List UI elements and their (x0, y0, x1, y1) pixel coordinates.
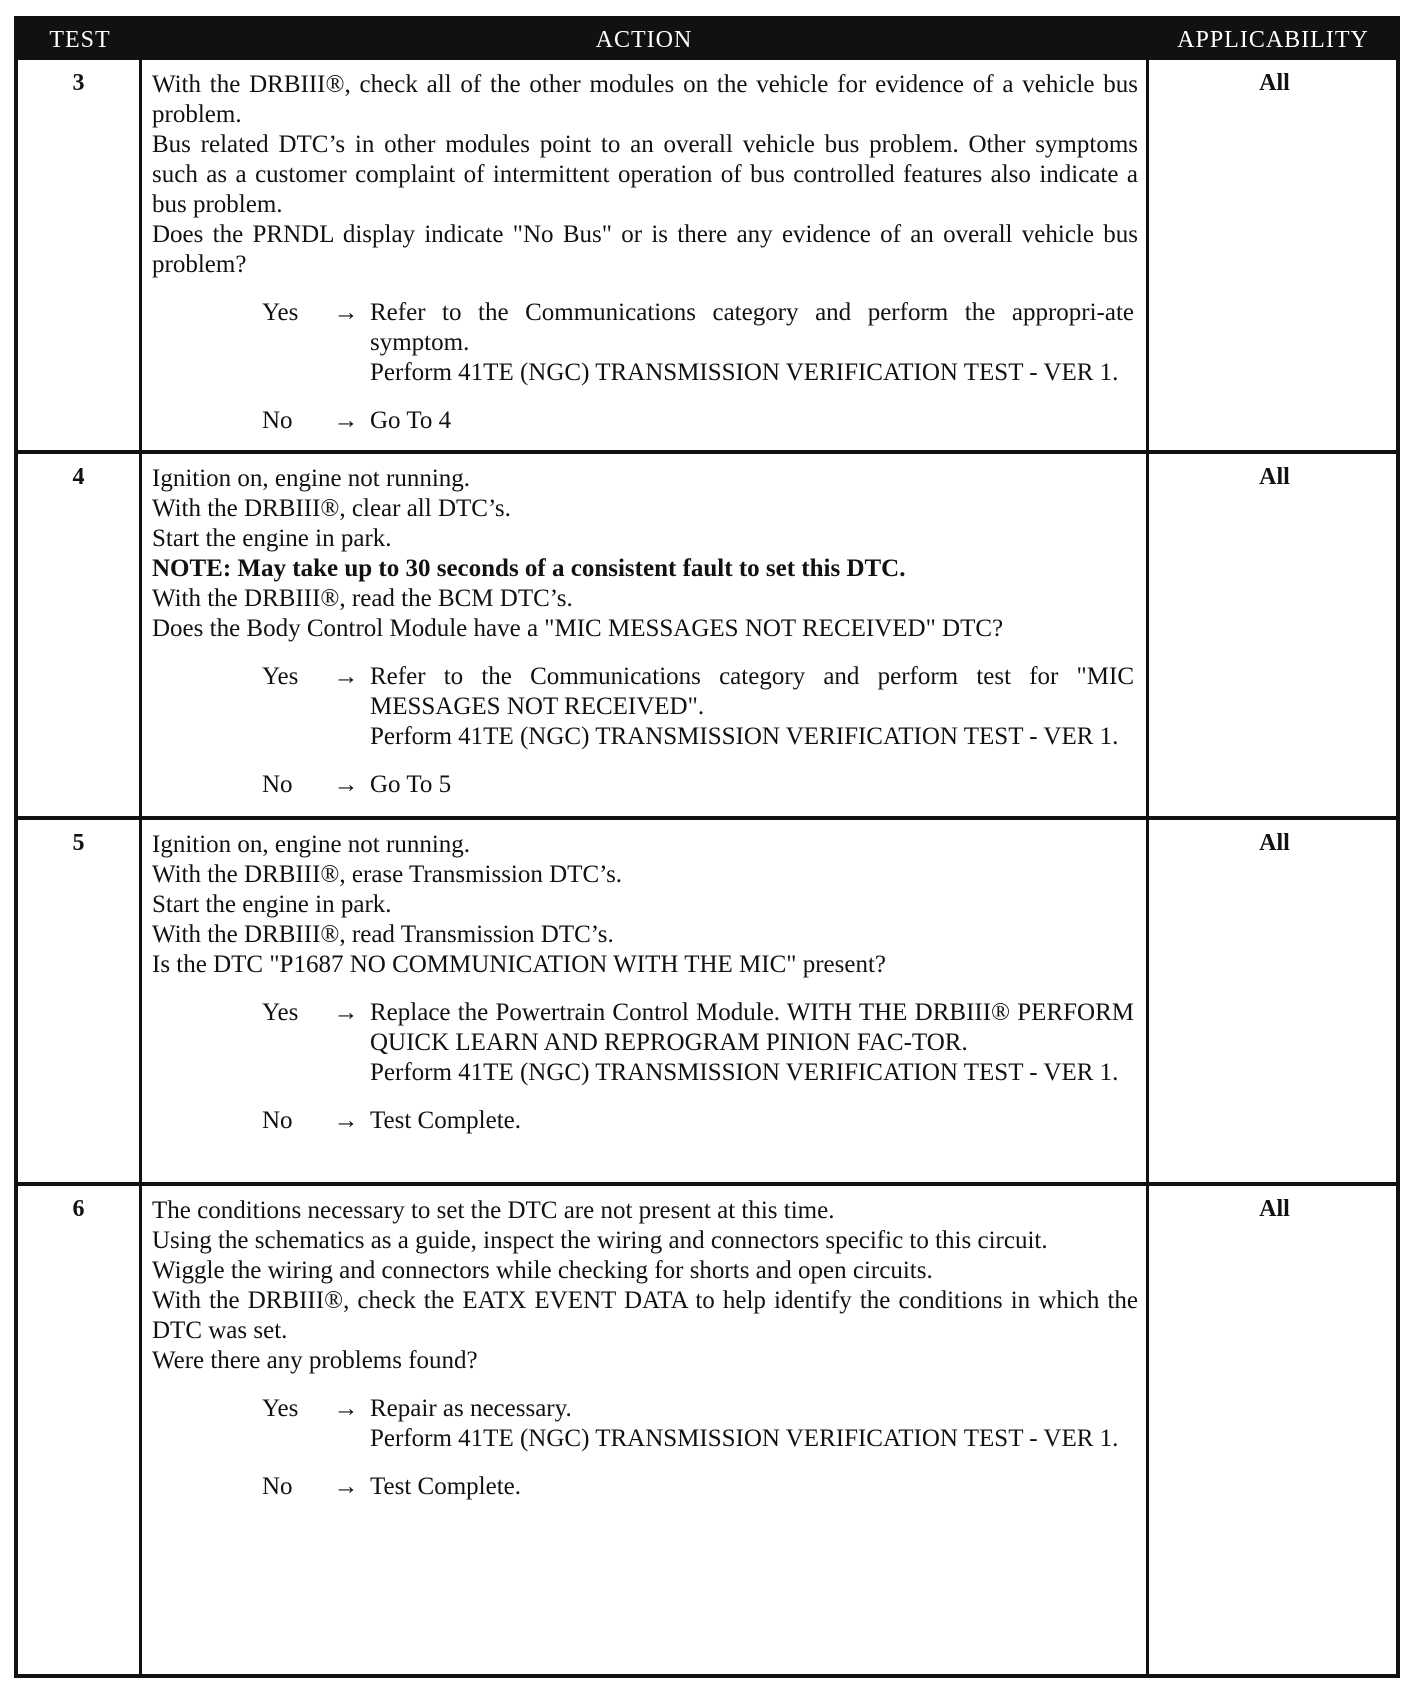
no-label: No (262, 771, 293, 798)
action-line: Does the Body Control Module have a "MIC MESSAGES NOT RECEIVED" DTC? (152, 615, 1004, 642)
yes-text: Refer to the Communications category and perform test for "MIC MESSAGES NOT RECEIVED". (370, 663, 1134, 720)
action-cell (142, 820, 1146, 1182)
arrow-icon: → (333, 1473, 359, 1500)
arrow-icon: → (333, 771, 359, 798)
diagnostic-table (14, 16, 1400, 1678)
arrow-icon: → (333, 999, 359, 1026)
applicability-cell: All (1146, 60, 1400, 450)
arrow-icon: → (333, 407, 359, 434)
table-row-test-3 (18, 60, 1396, 454)
action-line: Wiggle the wiring and connectors while checking for shorts and open circuits. (152, 1257, 933, 1284)
table-row-test-6 (18, 1186, 1396, 1674)
note-text: NOTE: May take up to 30 seconds of a consistent fault to set this DTC. (152, 555, 906, 582)
applicability-cell: All (1146, 820, 1400, 1182)
action-line: Start the engine in park. (152, 891, 392, 918)
action-line: Is the DTC "P1687 NO COMMUNICATION WITH THE MIC" present? (152, 951, 887, 978)
header-action: ACTION (595, 27, 693, 53)
no-label: No (262, 1473, 293, 1500)
no-text: Test Complete. (370, 1107, 522, 1134)
yes-label: Yes (262, 999, 299, 1026)
test-number: 4 (18, 454, 142, 816)
action-line: Does the PRNDL display indicate "No Bus" or is there any evidence of an overall vehicle bus problem? (152, 221, 1138, 278)
no-branch (152, 1472, 1138, 1502)
yes-label: Yes (262, 299, 299, 326)
arrow-icon: → (333, 299, 359, 326)
action-line: Ignition on, engine not running. (152, 831, 471, 858)
test-number: 5 (18, 820, 142, 1182)
arrow-icon: → (333, 1107, 359, 1134)
table-row-test-5 (18, 820, 1396, 1186)
yes-text: Perform 41TE (NGC) TRANSMISSION VERIFICATION TEST - VER 1. (370, 723, 1119, 750)
applicability-cell: All (1146, 1186, 1400, 1674)
no-branch (152, 770, 1138, 800)
yes-text: Perform 41TE (NGC) TRANSMISSION VERIFICATION TEST - VER 1. (370, 359, 1119, 386)
yes-text: Repair as necessary. (370, 1395, 572, 1422)
action-line: With the DRBIII®, erase Transmission DTC’s. (152, 861, 623, 888)
yes-text: Refer to the Communications category and perform the appropri-ate symptom. (370, 299, 1134, 356)
yes-branch (152, 662, 1138, 752)
action-cell (142, 60, 1146, 450)
arrow-icon: → (333, 1395, 359, 1422)
no-text: Go To 4 (370, 407, 452, 434)
header-test: TEST (49, 27, 111, 53)
action-line: Using the schematics as a guide, inspect the wiring and connectors specific to this circuit. (152, 1227, 1048, 1254)
yes-branch (152, 1394, 1138, 1454)
no-label: No (262, 407, 293, 434)
yes-label: Yes (262, 663, 299, 690)
test-number: 3 (18, 60, 142, 450)
action-cell (142, 454, 1146, 816)
no-branch (152, 406, 1138, 436)
action-line: Were there any problems found? (152, 1347, 478, 1374)
no-text: Test Complete. (370, 1473, 522, 1500)
header-applicability: APPLICABILITY (1177, 27, 1369, 53)
action-line: With the DRBIII®, read the BCM DTC’s. (152, 585, 573, 612)
table-header (18, 20, 1396, 60)
yes-text: Replace the Powertrain Control Module. WITH THE DRBIII® PERFORM QUICK LEARN AND REPROGRAM PINION FAC-TOR. (370, 999, 1134, 1056)
action-cell (142, 1186, 1146, 1674)
no-label: No (262, 1107, 293, 1134)
test-number: 6 (18, 1186, 142, 1674)
action-line: With the DRBIII®, check the EATX EVENT DATA to help identify the conditions in which the DTC was set. (152, 1287, 1138, 1344)
action-line: With the DRBIII®, read Transmission DTC’s. (152, 921, 614, 948)
action-line: With the DRBIII®, clear all DTC’s. (152, 495, 511, 522)
arrow-icon: → (333, 663, 359, 690)
table-row-test-4 (18, 454, 1396, 820)
no-branch (152, 1106, 1138, 1136)
action-line: Start the engine in park. (152, 525, 392, 552)
yes-branch (152, 298, 1138, 388)
yes-text: Perform 41TE (NGC) TRANSMISSION VERIFICATION TEST - VER 1. (370, 1425, 1119, 1452)
no-text: Go To 5 (370, 771, 452, 798)
yes-label: Yes (262, 1395, 299, 1422)
yes-branch (152, 998, 1138, 1088)
action-line: With the DRBIII®, check all of the other modules on the vehicle for evidence of a vehicle bus problem. (152, 71, 1138, 128)
action-line: Ignition on, engine not running. (152, 465, 471, 492)
yes-text: Perform 41TE (NGC) TRANSMISSION VERIFICATION TEST - VER 1. (370, 1059, 1119, 1086)
action-line: The conditions necessary to set the DTC are not present at this time. (152, 1197, 835, 1224)
applicability-cell: All (1146, 454, 1400, 816)
action-line: Bus related DTC’s in other modules point to an overall vehicle bus problem. Other symptoms such as a customer complaint of intermittent operation of bus controlled features also indicate a bus problem. (152, 131, 1138, 218)
